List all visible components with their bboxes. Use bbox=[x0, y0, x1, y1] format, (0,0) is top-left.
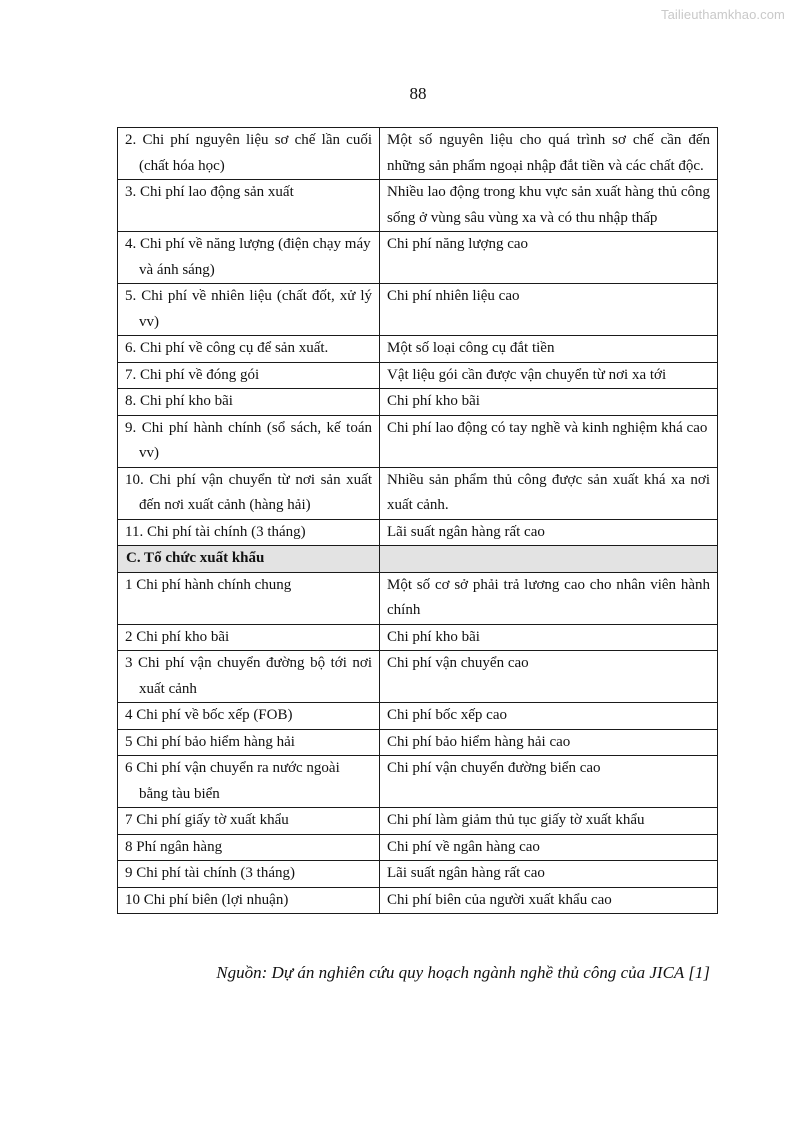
table-cell-note bbox=[380, 729, 718, 756]
section-heading bbox=[118, 546, 380, 573]
table-cell-item bbox=[118, 389, 380, 416]
table-row bbox=[118, 651, 718, 703]
source-note: Nguồn: Dự án nghiên cứu quy hoạch ngành nghề thủ công của JICA [1] bbox=[216, 963, 710, 982]
table-cell-note bbox=[380, 834, 718, 861]
cell-text: 3. Chi phí lao động sản xuất bbox=[125, 184, 294, 200]
cell-text: Chi phí lao động có tay nghề và kinh nghiệm khá cao bbox=[387, 419, 708, 436]
cell-text: Chi phí bốc xếp cao bbox=[387, 707, 507, 723]
table-cell-note bbox=[380, 756, 718, 808]
cell-text: 9 Chi phí tài chính (3 tháng) bbox=[125, 865, 295, 881]
table-row bbox=[118, 362, 718, 389]
table-cell-note bbox=[380, 861, 718, 888]
cell-text: 1 Chi phí hành chính chung bbox=[125, 576, 292, 593]
cell-text: 6 Chi phí vận chuyển ra nước ngoài bằng tàu biển bbox=[125, 760, 340, 802]
table-cell-item bbox=[118, 467, 380, 519]
table-cell-note bbox=[380, 546, 718, 573]
cell-text: 4. Chi phí về năng lượng (điện chạy máy và ánh sáng) bbox=[125, 236, 371, 278]
cell-text: Một số loại công cụ đắt tiền bbox=[387, 340, 555, 356]
cell-text: Nhiều lao động trong khu vực sản xuất hàng thủ công sống ở vùng sâu vùng xa và có thu nhập thấp bbox=[387, 184, 710, 226]
cell-text: Chi phí kho bãi bbox=[387, 393, 480, 409]
table-cell-note bbox=[380, 232, 718, 284]
table-cell-item bbox=[118, 284, 380, 336]
table-row bbox=[118, 336, 718, 363]
cell-text: 11. Chi phí tài chính (3 tháng) bbox=[125, 523, 306, 540]
cell-text: 10. Chi phí vận chuyển từ nơi sản xuất đến nơi xuất cảnh (hàng hải) bbox=[125, 471, 372, 513]
cell-text: Chi phí kho bãi bbox=[387, 628, 480, 645]
page-number: 88 bbox=[409, 84, 427, 103]
cell-text: Lãi suất ngân hàng rất cao bbox=[387, 523, 545, 540]
cell-text: 8. Chi phí kho bãi bbox=[125, 393, 233, 409]
table-cell-note bbox=[380, 362, 718, 389]
table-cell-item bbox=[118, 336, 380, 363]
table-row bbox=[118, 284, 718, 336]
cell-text: 5 Chi phí bảo hiểm hàng hải bbox=[125, 733, 295, 750]
cell-text: 2. Chi phí nguyên liệu sơ chế lần cuối (chất hóa học) bbox=[125, 132, 372, 174]
cell-text: 6. Chi phí về công cụ để sản xuất. bbox=[125, 340, 329, 356]
table-cell-note bbox=[380, 415, 718, 467]
table-cell-item bbox=[118, 808, 380, 835]
cell-text: Một số cơ sở phải trả lương cao cho nhân viên hành chính bbox=[387, 576, 710, 618]
table-row bbox=[118, 729, 718, 756]
cell-text: Nhiều sản phẩm thủ công được sản xuất khá xa nơi xuất cảnh. bbox=[387, 471, 710, 513]
cell-text: 2 Chi phí kho bãi bbox=[125, 628, 230, 645]
watermark: Tailieuthamkhao.com bbox=[660, 7, 785, 22]
section-header-row bbox=[118, 546, 718, 573]
table-cell-note bbox=[380, 336, 718, 363]
table-row bbox=[118, 834, 718, 861]
table-cell-item bbox=[118, 834, 380, 861]
table-cell-note bbox=[380, 467, 718, 519]
table-cell-item bbox=[118, 415, 380, 467]
table-cell-item bbox=[118, 128, 380, 180]
cell-text: 7. Chi phí về đóng gói bbox=[125, 366, 260, 383]
table-row bbox=[118, 572, 718, 624]
table-cell-item bbox=[118, 729, 380, 756]
cell-text: Chi phí làm giảm thủ tục giấy tờ xuất khẩu bbox=[387, 812, 645, 828]
table-row bbox=[118, 415, 718, 467]
cell-text: Chi phí về ngân hàng cao bbox=[387, 838, 540, 855]
cell-text: 8 Phí ngân hàng bbox=[125, 838, 223, 855]
cell-text: Chi phí bảo hiểm hàng hải cao bbox=[387, 733, 571, 750]
table-cell-item bbox=[118, 572, 380, 624]
table-cell-item bbox=[118, 703, 380, 730]
table-cell-item bbox=[118, 362, 380, 389]
table-cell-note bbox=[380, 284, 718, 336]
table-row bbox=[118, 128, 718, 180]
table-cell-item bbox=[118, 651, 380, 703]
cell-text: Chi phí vận chuyển cao bbox=[387, 655, 529, 671]
cell-text: Chi phí vận chuyển đường biển cao bbox=[387, 760, 601, 776]
cell-text: 7 Chi phí giấy tờ xuất khẩu bbox=[125, 812, 289, 828]
cell-text: Chi phí năng lượng cao bbox=[387, 236, 529, 252]
table-cell-note bbox=[380, 808, 718, 835]
table-cell-note bbox=[380, 887, 718, 914]
table-cell-item bbox=[118, 519, 380, 546]
table-cell-item bbox=[118, 861, 380, 888]
cell-text: Lãi suất ngân hàng rất cao bbox=[387, 865, 545, 881]
cell-text: 4 Chi phí về bốc xếp (FOB) bbox=[125, 707, 293, 723]
table-cell-item bbox=[118, 887, 380, 914]
table-cell-note bbox=[380, 180, 718, 232]
table-cell-note bbox=[380, 624, 718, 651]
cell-text: 3 Chi phí vận chuyển đường bộ tới nơi xuất cảnh bbox=[125, 655, 372, 697]
table-cell-note bbox=[380, 651, 718, 703]
cost-table bbox=[117, 127, 718, 914]
table-row bbox=[118, 519, 718, 546]
table-cell-note bbox=[380, 703, 718, 730]
table-cell-item bbox=[118, 180, 380, 232]
table-cell-note bbox=[380, 389, 718, 416]
table-row bbox=[118, 624, 718, 651]
table-cell-item bbox=[118, 624, 380, 651]
cell-text: Chi phí biên của người xuất khẩu cao bbox=[387, 891, 612, 908]
table-row bbox=[118, 808, 718, 835]
table-row bbox=[118, 887, 718, 914]
table-cell-note bbox=[380, 572, 718, 624]
table-cell-note bbox=[380, 128, 718, 180]
table-row bbox=[118, 180, 718, 232]
table-cell-item bbox=[118, 756, 380, 808]
cell-text: Vật liệu gói cần được vận chuyển từ nơi xa tới bbox=[387, 366, 667, 383]
table-row bbox=[118, 232, 718, 284]
cell-text: 5. Chi phí về nhiên liệu (chất đốt, xử lý vv) bbox=[125, 288, 372, 330]
cell-text: 10 Chi phí biên (lợi nhuận) bbox=[125, 891, 289, 908]
table-row bbox=[118, 703, 718, 730]
table-row bbox=[118, 861, 718, 888]
cell-text: 9. Chi phí hành chính (sổ sách, kế toán vv) bbox=[125, 419, 372, 461]
table-row bbox=[118, 756, 718, 808]
cell-text: Chi phí nhiên liệu cao bbox=[387, 288, 520, 304]
table-row bbox=[118, 467, 718, 519]
cell-text: Một số nguyên liệu cho quá trình sơ chế cần đến những sản phẩm ngoại nhập đắt tiền và các chất độc. bbox=[387, 132, 710, 174]
table-row bbox=[118, 389, 718, 416]
cell-text: C. Tổ chức xuất khẩu bbox=[126, 550, 265, 566]
table-cell-note bbox=[380, 519, 718, 546]
table-cell-item bbox=[118, 232, 380, 284]
